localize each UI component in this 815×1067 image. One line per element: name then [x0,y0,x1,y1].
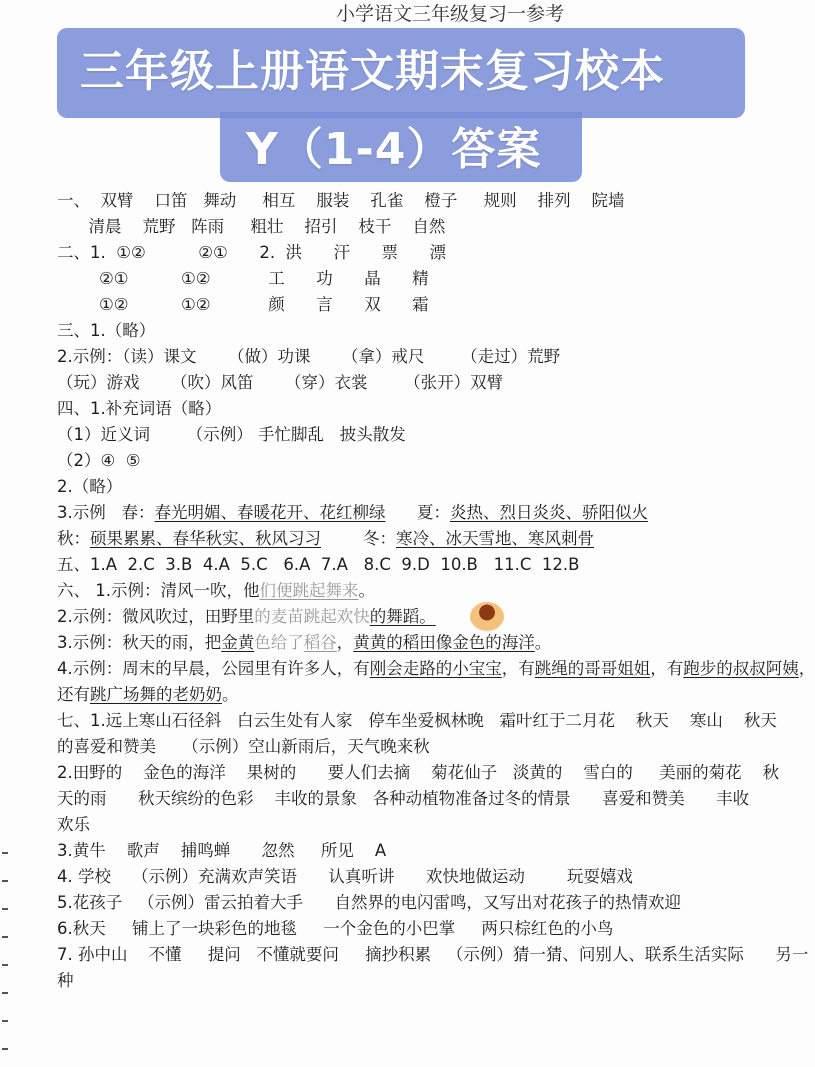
underlined-answer: 寒冷、冰天雪地、寒风刺骨 [395,529,594,548]
answer-line [57,632,551,654]
answer-line [57,736,430,758]
line-text: ①② ①② 颜 言 双 霜 [57,295,429,314]
answer-line [57,372,503,394]
banner-title-line2: Y（1-4）答案 [246,124,542,175]
line-text: 六、 1.示例：清风一吹，他 [57,581,260,600]
line-text: 。 [222,685,239,704]
underlined-answer: 跳广场舞的老奶奶 [90,685,222,704]
line-text: ，有 [501,659,535,678]
line-text: 5.花孩子 （示例）雷云拍着大手 自然界的电闪雷鸣，又写出对花孩子的热情欢迎 [57,893,681,912]
line-text: ， [798,659,815,678]
line-text: 2.田野的 金色的海洋 果树的 要人们去摘 菊花仙子 淡黄的 雪白的 美丽的菊花 秋 [57,763,780,782]
underlined-answer: 跑步的叔叔阿姨 [683,659,799,678]
line-text: 3.示例：秋天的雨，把 [57,633,222,652]
answer-line [57,788,749,810]
answer-line [57,450,141,472]
line-text: 2.示例：微风吹过，田野里 [57,607,255,626]
answer-line [57,840,386,862]
line-text: 2.示例：（读）课文 （做）功课 （拿）戒尺 （走过）荒野 [57,347,561,366]
answer-line [57,710,777,732]
line-text: 天的雨 秋天缤纷的色彩 丰收的景象 各种动植物准备过冬的情景 喜爱和赞美 丰收 [57,789,750,808]
answer-line [57,814,90,836]
line-text: 二、1. ①② ②① 2. 洪 汗 票 漂 [57,243,446,262]
banner-title-line1: 三年级上册语文期末复习校本 [80,46,665,97]
line-text: （1）近义词 （示例） 手忙脚乱 披头散发 [57,425,406,444]
answer-line [57,424,406,446]
line-text: （玩）游戏 （吹）风笛 （穿）衣裳 （张开）双臂 [57,373,504,392]
line-text: 还有 [57,685,90,704]
line-text: 清晨 荒野 阵雨 粗壮 招引 枝干 自然 [57,217,446,236]
answer-line [57,554,579,576]
line-text: 种 [57,971,74,990]
answer-line [57,294,429,316]
underlined-answer: 刚会走路的小宝宝 [369,659,502,678]
line-text: 欢乐 [57,815,90,834]
line-text: 。 [534,633,552,652]
answer-line [57,684,239,706]
line-text: 7. 孙中山 不懂 提问 不懂就要问 摘抄积累 （示例）猜一猜、问别人、联系生活实际 另一 [57,945,809,964]
underlined-answer: 跳绳的哥哥姐姐 [534,659,651,678]
line-text: 色给了 [254,633,304,652]
answer-line [57,918,613,940]
answer-line [57,970,74,992]
line-text: 一、 双臂 口笛 舞动 相互 服装 孔雀 橙子 规则 排列 院墙 [57,191,625,210]
answer-line [57,658,815,680]
underlined-answer: 的舞蹈。 [369,607,436,626]
answer-line [57,502,648,524]
answer-line [57,320,155,342]
answer-line [57,398,221,420]
answer-line [57,190,625,212]
line-text: 3.示例 春： [57,503,155,522]
answer-line [57,944,808,966]
answer-line [57,762,779,784]
line-text: 2.（略） [57,477,123,496]
underlined-answer: 稻谷 [303,633,337,652]
line-text: 四、1.补充词语（略） [57,399,222,418]
answer-line [57,216,445,238]
line-text: 3.黄牛 歌声 捕鸣蝉 忽然 所见 A [57,841,387,860]
line-text: 。 [358,581,375,600]
page-edge [2,840,8,1060]
underlined-answer: 金黄 [221,633,255,652]
answer-line [57,606,436,628]
answer-line [57,580,375,602]
line-text: 6.秋天 铺上了一块彩色的地毯 一个金色的小巴掌 两只棕红色的小鸟 [57,919,614,938]
line-text: 4. 学校 （示例）充满欢声笑语 认真听讲 欢快地做运动 玩耍嬉戏 [57,867,633,886]
line-text: ， [336,633,354,652]
answer-line [57,476,122,498]
underlined-answer: 们便跳起舞来 [259,581,359,600]
line-text: 夏： [385,503,450,522]
answer-line [57,892,681,914]
document-title: 小学语文三年级复习一参考 [335,3,564,25]
underlined-answer: 黄黄的稻田像金色的海洋 [353,633,535,652]
line-text: （2）④ ⑤ [57,451,141,470]
answer-line [57,866,633,888]
line-text: 的麦苗跳起欢快 [254,607,370,626]
answer-line [57,528,594,550]
line-text: ，有 [650,659,684,678]
underlined-answer: 炎热、烈日炎炎、骄阳似火 [449,503,648,522]
underlined-answer: 春光明媚、春暖花开、花红柳绿 [154,503,386,522]
line-text: 的喜爱和赞美 （示例）空山新雨后，天气晚来秋 [57,737,430,756]
answer-line [57,346,560,368]
line-text: 五、1.A 2.C 3.B 4.A 5.C 6.A 7.A 8.C 9.D 10.B 11.C 12.B [57,555,580,574]
pudding-sticker-icon [470,602,504,632]
line-text: 七、1.远上寒山石径斜 白云生处有人家 停车坐爱枫林晚 霜叶红于二月花 秋天 寒山 秋天 [57,711,777,730]
line-text: 三、1.（略） [57,321,156,340]
line-text: 冬： [321,529,396,548]
line-text: 秋： [57,529,90,548]
underlined-answer: 硕果累累、春华秋实、秋风习习 [90,529,321,548]
line-text: ②① ①② 工 功 晶 精 [57,269,429,288]
line-text: 4.示例：周末的早晨，公园里有许多人，有 [57,659,370,678]
answer-line [57,268,429,290]
answer-line [57,242,446,264]
